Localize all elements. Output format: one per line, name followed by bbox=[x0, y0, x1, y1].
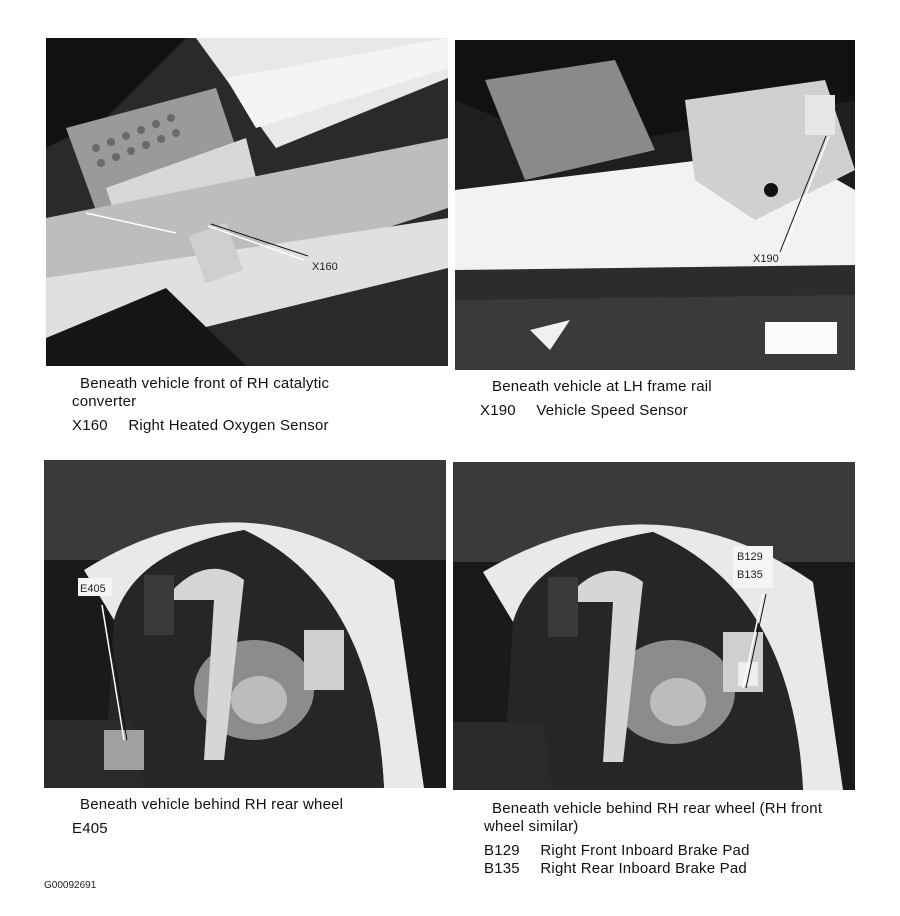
callout-e405: E405 bbox=[80, 583, 106, 595]
component-code: X160 bbox=[72, 417, 108, 434]
component-code: E405 bbox=[72, 820, 108, 837]
callout-b129: B129 bbox=[737, 551, 763, 563]
location-text: Beneath vehicle behind RH rear wheel bbox=[80, 796, 344, 813]
caption-panel-1 bbox=[72, 375, 392, 435]
component-code: X190 bbox=[480, 402, 516, 419]
callout-x160: X160 bbox=[312, 261, 338, 273]
component-desc: Vehicle Speed Sensor bbox=[536, 402, 688, 419]
component-desc: Right Heated Oxygen Sensor bbox=[128, 417, 329, 434]
location-text: Beneath vehicle at LH frame rail bbox=[492, 378, 712, 395]
component-row bbox=[484, 860, 844, 878]
component-code: B129 bbox=[484, 842, 520, 859]
component-row bbox=[72, 417, 392, 435]
caption-panel-2 bbox=[480, 378, 800, 420]
component-desc: Right Rear Inboard Brake Pad bbox=[540, 860, 747, 877]
location-text: Beneath vehicle behind RH rear wheel (RH front wheel similar) bbox=[484, 800, 823, 835]
component-row bbox=[72, 820, 420, 838]
component-row bbox=[484, 842, 844, 860]
component-row bbox=[480, 402, 800, 420]
callout-x190: X190 bbox=[753, 253, 779, 265]
photo-catalytic-converter bbox=[46, 38, 448, 366]
caption-panel-3 bbox=[72, 796, 420, 838]
location-text: Beneath vehicle front of RH catalytic converter bbox=[72, 375, 330, 410]
caption-panel-4 bbox=[484, 800, 844, 878]
component-code: B135 bbox=[484, 860, 520, 877]
photo-frame-rail bbox=[455, 40, 855, 370]
component-desc: Right Front Inboard Brake Pad bbox=[540, 842, 750, 859]
photo-rear-wheel-e405 bbox=[44, 460, 446, 788]
figure-id: G00092691 bbox=[44, 880, 97, 891]
photo-rear-wheel-brake-pads bbox=[453, 462, 855, 790]
callout-b135: B135 bbox=[737, 569, 763, 581]
